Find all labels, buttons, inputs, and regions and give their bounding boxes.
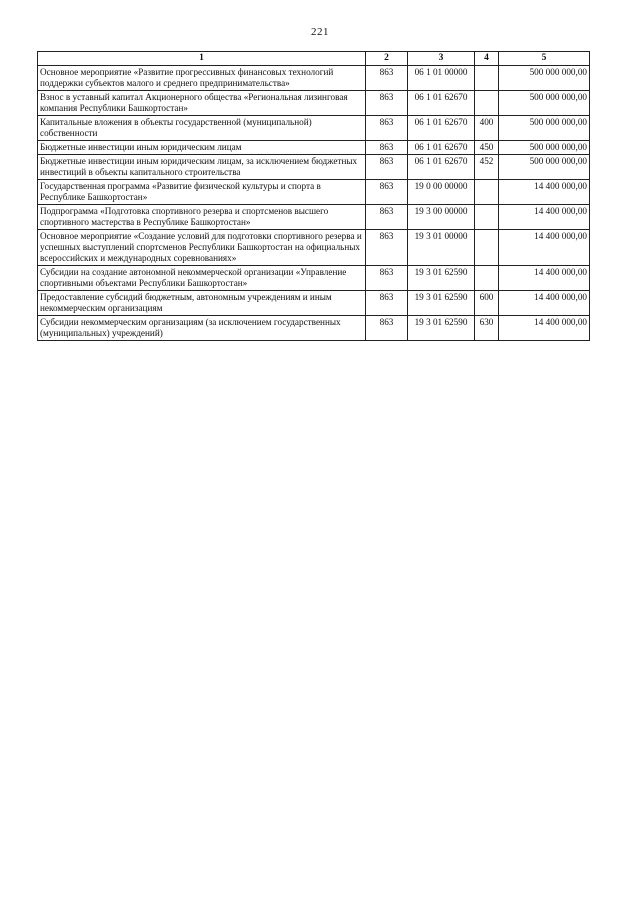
table-row — [38, 180, 590, 205]
row-expense-type — [475, 66, 499, 91]
row-code: 863 — [366, 155, 408, 180]
row-target-code: 06 1 01 62670 — [408, 91, 475, 116]
row-code: 863 — [366, 116, 408, 141]
row-code: 863 — [366, 141, 408, 155]
row-target-code: 19 3 00 00000 — [408, 205, 475, 230]
row-code: 863 — [366, 66, 408, 91]
row-expense-type — [475, 91, 499, 116]
row-expense-type — [475, 266, 499, 291]
row-target-code: 19 3 01 62590 — [408, 316, 475, 341]
row-expense-type: 630 — [475, 316, 499, 341]
row-code: 863 — [366, 91, 408, 116]
row-target-code: 06 1 01 62670 — [408, 141, 475, 155]
page-number: 221 — [311, 26, 329, 38]
row-code: 863 — [366, 205, 408, 230]
table-row — [38, 316, 590, 341]
row-amount: 14 400 000,00 — [499, 291, 590, 316]
header-col-5: 5 — [499, 52, 590, 66]
table-row — [38, 205, 590, 230]
row-code: 863 — [366, 230, 408, 266]
row-name: Бюджетные инвестиции иным юридическим лицам, за исключением бюджетных инвестиций в объекты капитального строительства — [38, 155, 366, 180]
row-code: 863 — [366, 180, 408, 205]
row-amount: 500 000 000,00 — [499, 66, 590, 91]
row-name: Капитальные вложения в объекты государственной (муниципальной) собственности — [38, 116, 366, 141]
header-col-1: 1 — [38, 52, 366, 66]
table-row — [38, 116, 590, 141]
row-expense-type — [475, 180, 499, 205]
row-expense-type — [475, 230, 499, 266]
row-expense-type: 600 — [475, 291, 499, 316]
table-row — [38, 266, 590, 291]
row-target-code: 19 0 00 00000 — [408, 180, 475, 205]
row-target-code: 19 3 01 00000 — [408, 230, 475, 266]
row-amount: 500 000 000,00 — [499, 141, 590, 155]
row-name: Государственная программа «Развитие физической культуры и спорта в Республике Башкортостан» — [38, 180, 366, 205]
row-name: Основное мероприятие «Создание условий для подготовки спортивного резерва и успешных выступлений спортсменов Республики Башкортостан на официальных всероссийских и международных соревнованиях» — [38, 230, 366, 266]
table-row — [38, 291, 590, 316]
row-amount: 500 000 000,00 — [499, 116, 590, 141]
row-amount: 500 000 000,00 — [499, 91, 590, 116]
row-code: 863 — [366, 316, 408, 341]
row-expense-type: 400 — [475, 116, 499, 141]
row-target-code: 06 1 01 62670 — [408, 155, 475, 180]
row-target-code: 06 1 01 00000 — [408, 66, 475, 91]
row-amount: 14 400 000,00 — [499, 316, 590, 341]
table-row — [38, 91, 590, 116]
row-amount: 14 400 000,00 — [499, 180, 590, 205]
row-target-code: 06 1 01 62670 — [408, 116, 475, 141]
row-expense-type: 450 — [475, 141, 499, 155]
header-col-2: 2 — [366, 52, 408, 66]
table-row — [38, 66, 590, 91]
row-name: Подпрограмма «Подготовка спортивного резерва и спортсменов высшего спортивного мастерства в Республике Башкортостан» — [38, 205, 366, 230]
row-target-code: 19 3 01 62590 — [408, 266, 475, 291]
row-code: 863 — [366, 291, 408, 316]
header-col-3: 3 — [408, 52, 475, 66]
row-amount: 14 400 000,00 — [499, 266, 590, 291]
header-col-4: 4 — [475, 52, 499, 66]
table-row — [38, 155, 590, 180]
row-code: 863 — [366, 266, 408, 291]
row-name: Основное мероприятие «Развитие прогрессивных финансовых технологий поддержки субъектов малого и среднего предпринимательства» — [38, 66, 366, 91]
row-expense-type — [475, 205, 499, 230]
row-target-code: 19 3 01 62590 — [408, 291, 475, 316]
row-name: Бюджетные инвестиции иным юридическим лицам — [38, 141, 366, 155]
row-amount: 14 400 000,00 — [499, 230, 590, 266]
row-name: Предоставление субсидий бюджетным, автономным учреждениям и иным некоммерческим организациям — [38, 291, 366, 316]
row-amount: 14 400 000,00 — [499, 205, 590, 230]
header-row — [38, 52, 590, 66]
row-name: Взнос в уставный капитал Акционерного общества «Региональная лизинговая компания Республики Башкортостан» — [38, 91, 366, 116]
row-expense-type: 452 — [475, 155, 499, 180]
row-name: Субсидии на создание автономной некоммерческой организации «Управление спортивными объектами Республики Башкортостан» — [38, 266, 366, 291]
budget-table — [37, 51, 590, 341]
row-amount: 500 000 000,00 — [499, 155, 590, 180]
table-row — [38, 141, 590, 155]
table-row — [38, 230, 590, 266]
row-name: Субсидии некоммерческим организациям (за исключением государственных (муниципальных) учреждений) — [38, 316, 366, 341]
